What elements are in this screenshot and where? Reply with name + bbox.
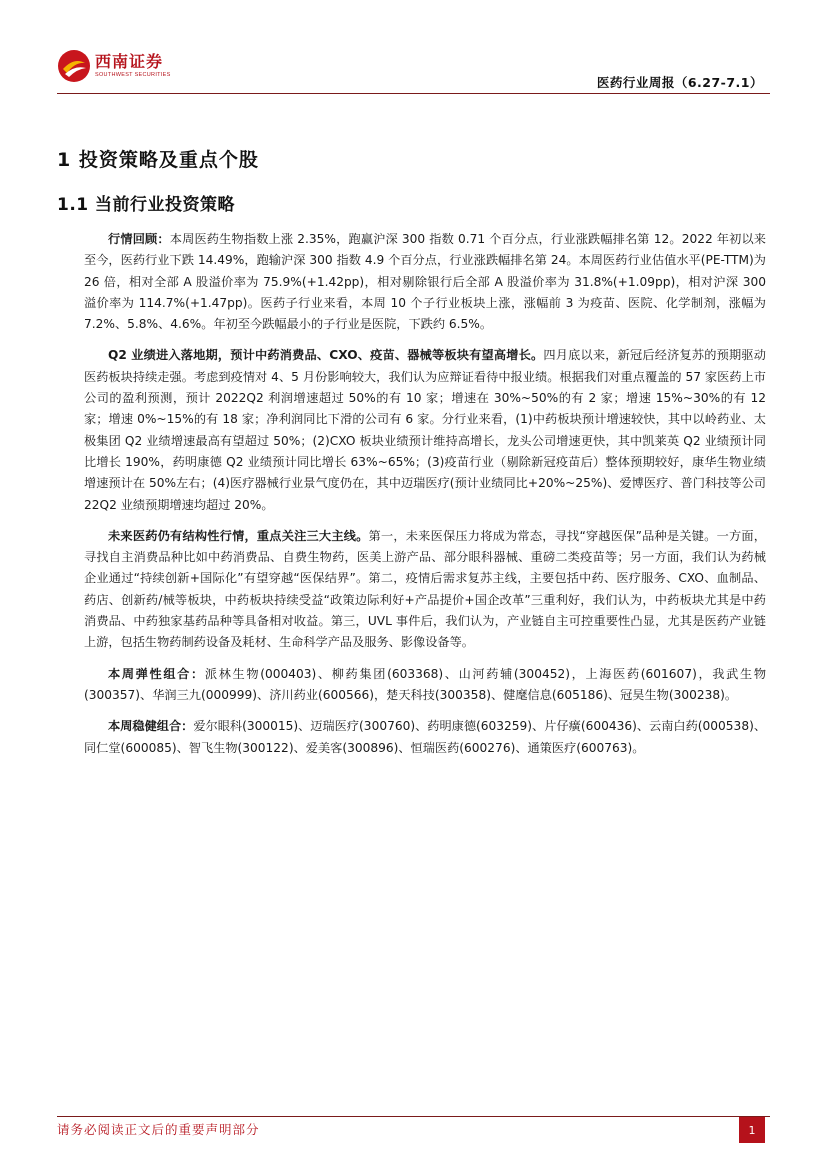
logo-chinese-name: 西南证券	[95, 52, 164, 71]
paragraph-text: 第一，未来医保压力将成为常态，寻找“穿越医保”品种是关键。一方面，寻找自主消费品种比如中药消费品、自费生物药，医美上游产品、部分眼科器械、重磅二类疫苗等；另一方面，我们认为药械企业通过“持续创新+国际化”有望穿越“医保结界”。第二，疫情后需求复苏主线，主要包括中药、医疗服务、CXO、血制品、药店、创新药/械等板块，中药板块持续受益“政策边际利好+产品提价+国企改革”三重利好，我们认为，中药板块尤其是中药消费品、中药独家基药品种等具备相对收益。第三，UVL 事件后，我们认为，产业链自主可控重要性凸显，尤其是医药产业链上游，包括生物药制药设备及耗材、生命科学产品及服务、影像设备等。	[84, 528, 766, 650]
paragraph-elastic-portfolio	[84, 664, 766, 707]
paragraph-text: 派林生物(000403)、柳药集团(603368)、山河药辅(300452)，上海医药(601607)，我武生物(300357)、华润三九(000999)、济川药业(600566)，楚天科技(300358)、健麾信息(605186)、冠昊生物(300238)。	[84, 666, 767, 702]
paragraph-lead: 本周稳健组合：	[108, 719, 194, 734]
paragraph-text: 爱尔眼科(300015)、迈瑞医疗(300760)、药明康德(603259)、片仔癀(600436)、云南白药(000538)、同仁堂(600085)、智飞生物(300122)、爱美客(300896)、恒瑞医药(600276)、通策医疗(600763)。	[84, 719, 767, 755]
footer-disclaimer: 请务必阅读正文后的重要声明部分	[57, 1122, 260, 1137]
body-content	[84, 229, 766, 759]
logo-emblem-icon	[57, 49, 91, 83]
section-heading: 1 投资策略及重点个股	[57, 149, 259, 171]
paragraph-lead: Q2 业绩进入落地期，预计中药消费品、CXO、疫苗、器械等板块有望高增长。	[108, 348, 544, 363]
paragraph-stable-portfolio	[84, 716, 766, 759]
paragraph-three-themes	[84, 526, 766, 654]
report-title: 医药行业周报（6.27-7.1）	[596, 75, 763, 90]
header-divider	[57, 93, 770, 94]
paragraph-lead: 行情回顾：	[108, 232, 170, 246]
subsection-heading: 1.1 当前行业投资策略	[57, 195, 236, 215]
logo-english-name: SOUTHWEST SECURITIES	[95, 72, 171, 78]
paragraph-q2-outlook	[84, 345, 766, 515]
page-number: 1	[739, 1117, 765, 1143]
paragraph-lead: 未来医药仍有结构性行情，重点关注三大主线。	[108, 528, 369, 543]
paragraph-lead: 本周弹性组合：	[108, 666, 205, 681]
paragraph-market-review	[84, 229, 766, 335]
paragraph-text: 四月底以来，新冠后经济复苏的预期驱动医药板块持续走强。考虑到疫情对 4、5 月份影响较大，我们认为应辩证看待中报业绩。根据我们对重点覆盖的 57 家医药上市公司的盈利预测，预计 2022Q2 利润增速超过 50%的有 10 家；增速在 30%~50%的有 2 家；增速 15%~30%的有 12 家；增速 0%~15%的有 18 家；净利润同比下滑的公司有 6 家。分行业来看，(1)中药板块预计增速较快，其中以岭药业、太极集团 Q2 业绩增速最高有望超过 50%；(2)CXO 板块业绩预计维持高增长，龙头公司增速更快，其中凯莱英 Q2 业绩预计同比增长 190%，药明康德 Q2 业绩预计同比增长 63%~65%；(3)疫苗行业（剔除新冠疫苗后）整体预期较好，康华生物业绩增速预计在 50%左右；(4)医疗器械行业景气度仍在，其中迈瑞医疗(预计业绩同比+20%~25%)、爱博医疗、普门科技等公司 22Q2 业绩预期增速均超过 20%。	[84, 348, 766, 512]
page-header	[0, 0, 827, 100]
footer-divider	[57, 1116, 770, 1117]
company-logo	[57, 49, 171, 83]
paragraph-text: 本周医药生物指数上涨 2.35%，跑赢沪深 300 指数 0.71 个百分点，行业涨跌幅排名第 12。2022 年初以来至今，医药行业下跌 14.49%，跑输沪深 300 指数 4.9 个百分点，行业涨跌幅排名第 24。本周医药行业估值水平(PE-TTM)为 26 倍，相对全部 A 股溢价率为 75.9%(+1.42pp)，相对剔除银行后全部 A 股溢价率为 31.8%(+1.09pp)，相对沪深 300 溢价率为 114.7%(+1.47pp)。医药子行业来看，本周 10 个子行业板块上涨，涨幅前 3 为疫苗、医院、化学制剂，涨幅为 7.2%、5.8%、4.6%。年初至今跌幅最小的子行业是医院，下跌约 6.5%。	[84, 232, 766, 332]
